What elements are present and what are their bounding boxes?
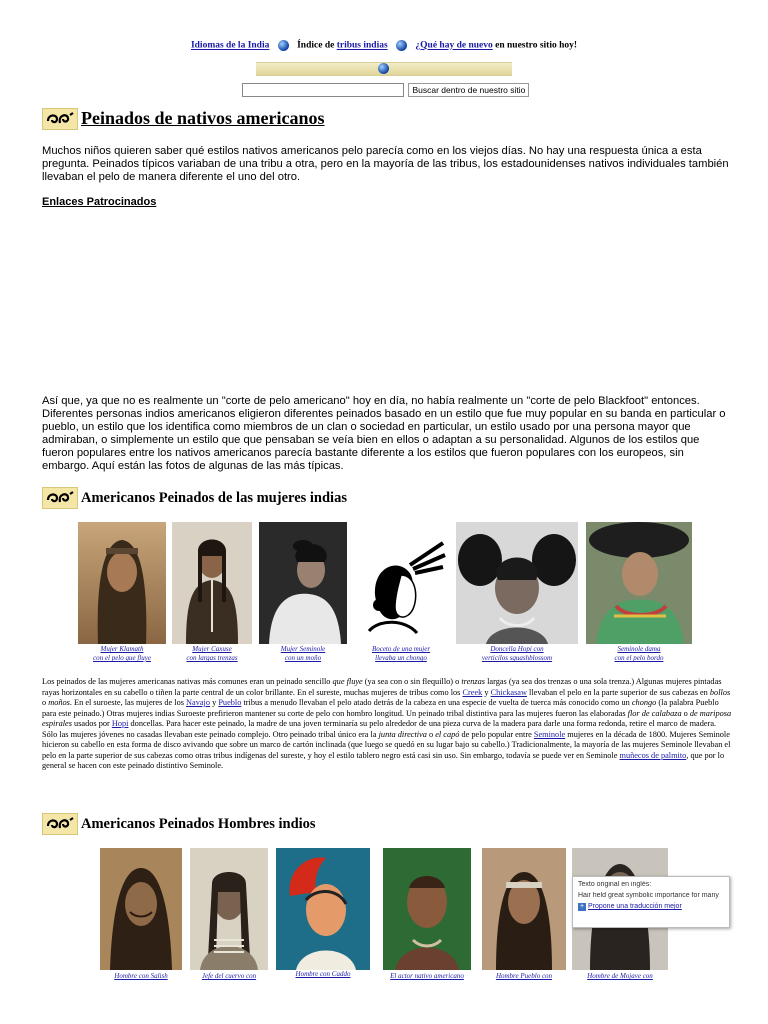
nav-link-whats-new[interactable]: ¿Qué hay de nuevo: [415, 40, 493, 51]
caption-hopi[interactable]: [456, 645, 578, 663]
caption-sketch[interactable]: [355, 645, 447, 663]
translation-tooltip: [572, 876, 730, 928]
caption-line: con el pelo que fluye: [93, 654, 151, 662]
nav-link-languages[interactable]: Idiomas de la India: [190, 40, 270, 51]
photo-seminole-lady[interactable]: [586, 522, 692, 644]
caption-mojave[interactable]: Hombre de Mojave con: [587, 972, 653, 980]
women-section-heading-text: Americanos Peinados de las mujeres indias: [81, 489, 347, 506]
caption-line: con largas trenzas: [186, 654, 238, 662]
text: de pelo popular entre: [459, 729, 534, 739]
text: mujeres en la década de 1800. Mujeres Seminole hicieron su cabello en esta forma de disco avivando que sobre un marco de cartón inclinada (que luego se quedó en su lugar bajo su cabello.) Tradicionalmente, la mayoría de las mujeres Seminole llevaban el pelo en la parte superior de sus cabezas como otras tribus indígenas del sureste, y hoy el estilo tablero negro está casi sin uso. Sin embargo, todavía se puede ver en Seminole: [42, 729, 731, 760]
link-creek[interactable]: Creek: [462, 687, 483, 697]
search-button[interactable]: Buscar dentro de nuestro sitio: [408, 83, 529, 97]
link-pueblo[interactable]: Pueblo: [218, 698, 242, 707]
women-hairstyles-paragraph: [42, 677, 732, 772]
suggest-translation-row[interactable]: [578, 903, 724, 911]
caption-crow[interactable]: Jefe del cuervo con: [201, 972, 257, 980]
text: o: [426, 729, 436, 739]
caption-line: Mujer Seminole: [280, 645, 326, 653]
caption-klamath[interactable]: [78, 645, 166, 663]
text: largas (ya sea dos trenzas o una sola trenza.) Algunas mujeres pintadas rayas horizontales en su cabello o tiñen la parte central de un color brillante. En el sureste, muchas mujeres de tribus como los: [42, 677, 722, 697]
text: o: [681, 708, 690, 718]
link-palmetto-dolls[interactable]: muñecos de palmito: [619, 750, 687, 760]
photo-seminole-woman[interactable]: [259, 522, 347, 644]
text: chongo: [631, 698, 657, 707]
text: . En el suroeste, las mujeres de los: [69, 698, 187, 707]
globe-icon: [396, 40, 407, 51]
men-section-heading: [42, 813, 316, 835]
text: y: [482, 687, 491, 697]
sketch-chongo-woman[interactable]: [355, 535, 447, 645]
text: usados por: [71, 719, 112, 728]
women-section-heading: [42, 487, 347, 509]
link-navajo[interactable]: Navajo: [186, 698, 211, 707]
caption-line: Seminole dama: [617, 645, 661, 653]
caption-actor[interactable]: El actor nativo americano: [390, 972, 464, 980]
text: (ya sea con o sin flequillo) o: [362, 677, 462, 686]
text: el capó: [435, 729, 460, 739]
caption-line: Doncella Hopi con: [490, 645, 544, 653]
search-input[interactable]: [242, 83, 404, 97]
decorative-divider: [256, 62, 512, 76]
page-title: [42, 107, 325, 130]
intro-paragraph: Muchos niños quieren saber qué estilos nativos americanos pelo parecía como en los viejos días. No hay una respuesta única a esta pregunta. Peinados típicos variaban de una tribu a otra, pero en la mayoría de las tribus, los estadounidenses nativos individuales también llevaban el pelo de manera diferente el uno del otro.: [42, 145, 729, 183]
text: bollos: [709, 687, 731, 697]
caption-pueblo-man[interactable]: Hombre Pueblo con: [495, 972, 553, 980]
globe-icon: [278, 40, 289, 51]
text: flor de calabaza: [627, 708, 682, 718]
text: y: [210, 698, 219, 707]
plus-icon: +: [579, 903, 585, 910]
tooltip-original-text: Hair held great symbolic importance for many: [578, 892, 719, 899]
spiral-logo-icon: [42, 108, 78, 130]
photo-klamath-woman[interactable]: [78, 522, 166, 644]
nav-text-index: Índice de: [297, 40, 335, 51]
photo-native-actor[interactable]: [383, 848, 471, 970]
text: trenzas: [461, 677, 486, 686]
men-section-heading-text: Americanos Peinados Hombres indios: [81, 815, 316, 832]
caption-line: con un moño: [284, 654, 322, 662]
text: , que por lo general se hacen con este peinado distintivo Seminole.: [42, 750, 725, 770]
link-chickasaw[interactable]: Chickasaw: [490, 687, 527, 697]
photo-pueblo-man[interactable]: [482, 848, 566, 970]
link-seminole[interactable]: Seminole: [533, 729, 566, 739]
spiral-logo-icon: [42, 487, 78, 509]
caption-seminole-lady[interactable]: [586, 645, 692, 663]
caption-line: Mujer Caxuse: [192, 645, 232, 653]
photo-caddo-man[interactable]: [276, 848, 370, 970]
tooltip-label: Texto original en inglés:: [578, 881, 652, 888]
text: o: [42, 698, 49, 707]
site-search: [242, 81, 529, 99]
sponsored-links-heading: Enlaces Patrocinados: [42, 196, 157, 208]
caption-line: llevaba un chongo: [375, 654, 427, 662]
caption-line: Mujer Klamath: [100, 645, 144, 653]
text: que fluye: [332, 677, 363, 686]
caption-cayuse[interactable]: [172, 645, 252, 663]
top-navigation: [0, 40, 768, 51]
text: doncellas. Para hacer este peinado, la madre de una joven terminaría su pelo alrededor de una pieza curva de la madera para darle una forma redonda, retire el marco de madera. Sólo las mujeres jóvenes no casadas llevaban este peinado complejo. Otro peinado tribal único era la: [42, 719, 717, 739]
suggest-translation-link[interactable]: Propone una traducción mejor: [588, 903, 682, 910]
photo-salish-man[interactable]: [100, 848, 182, 970]
caption-caddo[interactable]: Hombre con Caddo: [295, 970, 351, 978]
photo-hopi-maiden[interactable]: [456, 522, 578, 644]
page-title-text: Peinados de nativos americanos: [81, 108, 325, 129]
nav-text-site: en nuestro sitio hoy!: [495, 40, 578, 51]
text: llevaban el pelo en la parte superior de sus cabezas en: [526, 687, 710, 697]
link-hopi[interactable]: Hopi: [111, 719, 129, 728]
caption-seminole-woman[interactable]: [259, 645, 347, 663]
caption-line: Boceto de una mujer: [371, 645, 431, 653]
text: (la palabra Pueblo para este peinado.) Otras mujeres indias Suroeste prefirieron mantener su corte de pelo con hombro longitud. Un peinado tribal distintiva para las mujeres fueron las elaboradas: [42, 698, 719, 718]
spiral-logo-icon: [42, 813, 78, 835]
text: moños: [48, 698, 70, 707]
text: de mariposa espirales: [42, 708, 732, 728]
caption-line: verticilos squashblossom: [481, 654, 553, 662]
photo-cayuse-woman[interactable]: [172, 522, 252, 644]
globe-icon: [378, 63, 389, 74]
second-paragraph: Así que, ya que no es realmente un "corte de pelo americano" hoy en día, no había realmente un "corte de pelo Blackfoot" entonces. Diferentes personas indios americanos eligieron diferentes peinados basado en un estilo que fue muy popular en su banda en particular o pueblo, un estilo que los identifica como miembros de un clan o sociedad en particular, un estilo usado por una persona mayor que admiraban, o simplemente un estilo que que pensaban se veía bien en ellos o adaptan a su personalidad. Algunos de los estilos que fueron populares entre los nativos americanos parecía bastante diferente a los estilos que fueron populares con los europeos, sin embargo. Aquí están las fotos de algunas de las más típicas.: [42, 395, 726, 472]
text: tribus a menudo llevaban el pelo atado detrás de la cabeza en una especie de vuelta de tuerca más conocido como un: [241, 698, 632, 707]
photo-crow-chief[interactable]: [190, 848, 268, 970]
text: Los peinados de las mujeres americanas nativas más comunes eran un peinado sencillo: [42, 677, 333, 686]
text: junta directiva: [378, 729, 427, 739]
nav-link-tribes[interactable]: tribus indias: [336, 40, 388, 51]
caption-salish[interactable]: Hombre con Salish: [114, 972, 168, 980]
caption-line: con el pelo bordo: [614, 654, 664, 662]
